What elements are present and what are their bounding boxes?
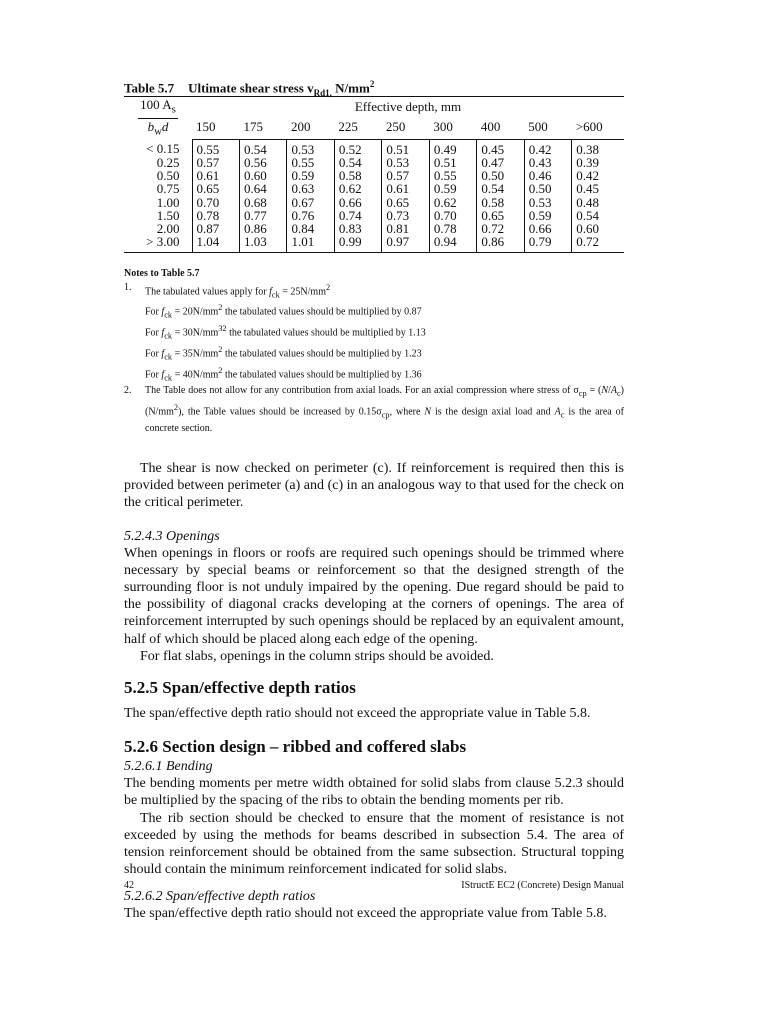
table-cell: 0.47 bbox=[477, 156, 524, 169]
column-header: 500 bbox=[524, 117, 571, 139]
note-1 bbox=[124, 281, 624, 385]
table-cell: 0.57 bbox=[382, 169, 429, 182]
publication-title: IStructE EC2 (Concrete) Design Manual bbox=[461, 880, 624, 891]
note-1-line: For $f_{ck} = 20N/mm^2$ the tabulated values should be multiplied by 0.87 bbox=[145, 303, 422, 320]
note-1-body bbox=[145, 281, 624, 385]
table-cell: 0.51 bbox=[382, 139, 429, 156]
table-cell: 0.65 bbox=[192, 182, 239, 195]
effective-depth-header: Effective depth, mm bbox=[354, 99, 462, 115]
table-cell: 0.72 bbox=[572, 235, 624, 253]
paragraph-shear-check: The shear is now checked on perimeter (c). If reinforcement is required then this is provided between perimeter (a) and (c) in an analogous way to that used for the check on the critical perimeter. bbox=[124, 460, 624, 511]
table-title-sup: 2 bbox=[369, 79, 375, 89]
paragraph-flat-slabs: For flat slabs, openings in the column strips should be avoided. bbox=[140, 648, 494, 664]
table-row bbox=[124, 235, 624, 253]
table-cell: 0.56 bbox=[239, 156, 286, 169]
table-cell: 1.04 bbox=[192, 235, 239, 253]
paragraph-bending: The bending moments per metre width obtained for solid slabs from clause 5.2.3 should be multiplied by the spacing of the ribs to obtain the bending moments per rib. bbox=[124, 776, 624, 809]
table-caption bbox=[124, 74, 624, 98]
note-1-intro: The tabulated values apply for $f_{ck} = 25N/mm^2$ bbox=[145, 282, 331, 300]
table-cell: 0.50 bbox=[524, 182, 571, 195]
table-cell: 0.65 bbox=[382, 196, 429, 209]
column-header: 400 bbox=[477, 117, 524, 139]
notes-title: Notes to Table 5.7 bbox=[124, 268, 200, 280]
table-cell: 0.57 bbox=[192, 156, 239, 169]
table-cell: 0.39 bbox=[572, 156, 624, 169]
row-label: 2.00 bbox=[156, 220, 180, 236]
table-cell: 0.38 bbox=[572, 139, 624, 156]
table-cell: 0.59 bbox=[429, 182, 476, 195]
table-cell: 0.51 bbox=[429, 156, 476, 169]
note-1-number: 1. bbox=[124, 281, 132, 293]
table-cell: 0.58 bbox=[334, 169, 381, 182]
table-cell: 0.74 bbox=[334, 209, 381, 222]
column-header: 200 bbox=[287, 117, 334, 139]
table-cell: 0.49 bbox=[429, 139, 476, 156]
table-cell: 0.42 bbox=[524, 139, 571, 156]
table-cell: 0.54 bbox=[239, 139, 286, 156]
table-cell: 0.59 bbox=[524, 209, 571, 222]
table-cell: 0.55 bbox=[429, 169, 476, 182]
table-cell: 0.45 bbox=[477, 139, 524, 156]
table-cell: 0.65 bbox=[477, 209, 524, 222]
table-cell: 0.97 bbox=[382, 235, 429, 253]
note-1-line: For $f_{ck} = 30N/mm^{32}$ the tabulated values should be multiplied by 1.13 bbox=[145, 324, 426, 341]
column-header-row bbox=[124, 117, 624, 139]
table-row bbox=[124, 139, 624, 156]
table-cell: 0.94 bbox=[429, 235, 476, 253]
row-label: > 3.00 bbox=[146, 234, 180, 250]
paragraph-openings: When openings in floors or roofs are required such openings should be trimmed where necessary by special beams or reinforcement so that the designed strength of the surrounding floor is not unduly impaired by the opening. Due regard should be paid to the possibility of diagonal cracks developing at the corners of openings. The area of reinforcement interrupted by such openings should be replaced by an equivalent amount, half of which should be placed along each edge of the opening. bbox=[124, 545, 624, 647]
table-cell: 0.67 bbox=[287, 196, 334, 209]
table-cell: 0.54 bbox=[572, 209, 624, 222]
table-cell: 0.61 bbox=[382, 182, 429, 195]
heading-openings: 5.2.4.3 Openings bbox=[124, 528, 220, 544]
table-cell: 0.99 bbox=[334, 235, 381, 253]
note-1-line: For $f_{ck} = 40N/mm^2$ the tabulated values should be multiplied by 1.36 bbox=[145, 365, 422, 382]
row-label: 1.50 bbox=[156, 207, 180, 223]
fraction-denominator: $b_wd$ bbox=[147, 118, 169, 138]
table-cell: 0.68 bbox=[239, 196, 286, 209]
column-header: 300 bbox=[429, 117, 476, 139]
page-content bbox=[124, 74, 624, 923]
table-cell: 0.45 bbox=[572, 182, 624, 195]
table-cell: 0.70 bbox=[429, 209, 476, 222]
note-2 bbox=[124, 384, 624, 435]
column-header: >600 bbox=[572, 117, 624, 139]
column-header: 150 bbox=[192, 117, 239, 139]
table-cell: 0.66 bbox=[334, 196, 381, 209]
heading-span-ratios-ribbed: 5.2.6.2 Span/effective depth ratios bbox=[124, 889, 316, 905]
row-label: 1.00 bbox=[156, 194, 180, 210]
table-cell: 0.52 bbox=[334, 139, 381, 156]
table-cell: 0.86 bbox=[239, 222, 286, 235]
column-header: 175 bbox=[239, 117, 286, 139]
note-1-line: For $f_{ck} = 35N/mm^2$ the tabulated values should be multiplied by 1.23 bbox=[145, 344, 422, 362]
table-row bbox=[124, 196, 624, 209]
table-cell: 0.62 bbox=[334, 182, 381, 195]
table-cell: 0.50 bbox=[477, 169, 524, 182]
table-cell: 0.84 bbox=[287, 222, 334, 235]
row-label: 0.25 bbox=[156, 154, 180, 170]
table-cell: 0.70 bbox=[192, 196, 239, 209]
table-cell: 0.79 bbox=[524, 235, 571, 253]
heading-section-design: 5.2.6 Section design – ribbed and coffered slabs bbox=[124, 737, 467, 757]
table-cell: 0.64 bbox=[239, 182, 286, 195]
table-row bbox=[124, 209, 624, 222]
table-cell: 0.86 bbox=[477, 235, 524, 253]
row-label: 0.50 bbox=[156, 168, 180, 184]
table-cell: 0.62 bbox=[429, 196, 476, 209]
table-notes bbox=[124, 267, 624, 435]
paragraph-span-ratios-ribbed: The span/effective depth ratio should not exceed the appropriate value from Table 5.8. bbox=[124, 906, 607, 922]
note-2-number: 2. bbox=[124, 385, 132, 397]
table-cell: 0.55 bbox=[192, 139, 239, 156]
page-footer bbox=[124, 880, 624, 891]
paragraph-rib-section: The rib section should be checked to ensure that the moment of resistance is not exceeded by using the methods for beams described in subsection 5.4. The area of tension reinforcement should be obtained from the same subsection. Structural topping should contain the minimum reinforcement indicated for solid slabs. bbox=[124, 810, 624, 878]
table-cell: 0.42 bbox=[572, 169, 624, 182]
table-cell: 0.81 bbox=[382, 222, 429, 235]
paragraph-span-ratios: The span/effective depth ratio should not exceed the appropriate value in Table 5.8. bbox=[124, 705, 591, 721]
table-cell: 0.59 bbox=[287, 169, 334, 182]
table-cell: 0.53 bbox=[287, 139, 334, 156]
page-number: 42 bbox=[124, 880, 134, 891]
table-cell: 0.43 bbox=[524, 156, 571, 169]
table-title-sub: Rd1, bbox=[313, 87, 332, 98]
row-label: < 0.15 bbox=[146, 141, 180, 157]
table-cell: 0.60 bbox=[572, 222, 624, 235]
table-cell: 0.83 bbox=[334, 222, 381, 235]
table-cell: 0.53 bbox=[524, 196, 571, 209]
table-cell: 0.77 bbox=[239, 209, 286, 222]
table-title-unit: N/mm bbox=[331, 80, 370, 96]
table-cell: 1.01 bbox=[287, 235, 334, 253]
table-number: Table 5.7 bbox=[124, 80, 175, 96]
shear-stress-table bbox=[124, 96, 624, 253]
heading-bending: 5.2.6.1 Bending bbox=[124, 759, 213, 775]
table-row bbox=[124, 182, 624, 195]
table-cell: 0.78 bbox=[429, 222, 476, 235]
table-cell: 0.53 bbox=[382, 156, 429, 169]
fraction-numerator: 100 $A_s$ bbox=[138, 97, 178, 119]
table-cell: 0.48 bbox=[572, 196, 624, 209]
column-header: 250 bbox=[382, 117, 429, 139]
table-cell: 0.78 bbox=[192, 209, 239, 222]
table-cell: 0.87 bbox=[192, 222, 239, 235]
table-cell: 1.03 bbox=[239, 235, 286, 253]
table-body bbox=[124, 139, 624, 253]
table-cell: 0.66 bbox=[524, 222, 571, 235]
table-cell: 0.76 bbox=[287, 209, 334, 222]
table-cell: 0.60 bbox=[239, 169, 286, 182]
table-cell: 0.58 bbox=[477, 196, 524, 209]
row-label: 0.75 bbox=[156, 181, 180, 197]
table-cell: 0.55 bbox=[287, 156, 334, 169]
row-header-fraction bbox=[124, 97, 192, 140]
table-cell: 0.46 bbox=[524, 169, 571, 182]
heading-span-ratios: 5.2.5 Span/effective depth ratios bbox=[124, 677, 356, 697]
column-header: 225 bbox=[334, 117, 381, 139]
table-title: Ultimate shear stress v bbox=[188, 80, 314, 96]
table-cell: 0.61 bbox=[192, 169, 239, 182]
table-cell: 0.73 bbox=[382, 209, 429, 222]
note-2-body: The Table does not allow for any contribution from axial loads. For an axial compression where stress of $\sigma_{cp} = (N/A_c)$ $(N/mm^2)$, the Table values should be increased by $0.15\sigma_{cp}$, where N is the design axial load and $A_c$ is the area of concrete section. bbox=[145, 385, 624, 434]
table-cell: 0.72 bbox=[477, 222, 524, 235]
table-cell: 0.54 bbox=[477, 182, 524, 195]
table-cell: 0.54 bbox=[334, 156, 381, 169]
table-cell: 0.63 bbox=[287, 182, 334, 195]
